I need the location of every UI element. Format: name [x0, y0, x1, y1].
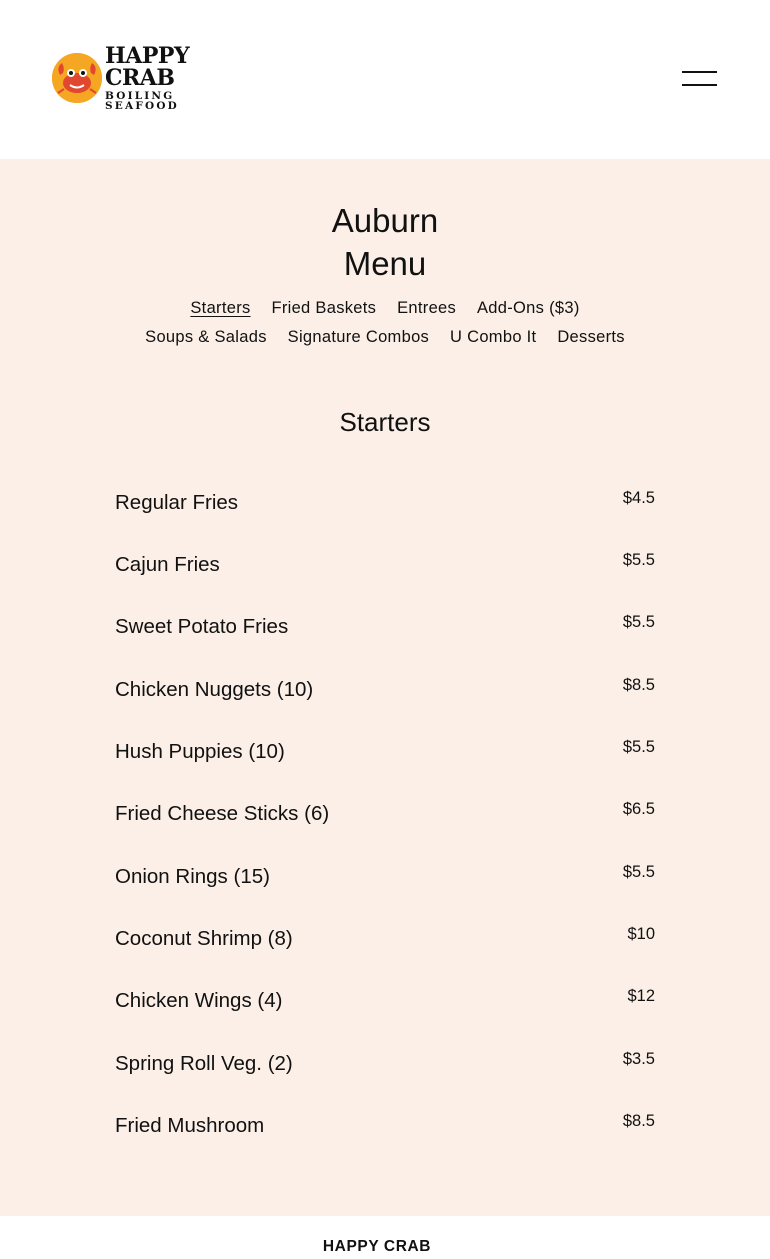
menu-content	[0, 159, 770, 1216]
menu-item-price: $6.5	[622, 800, 655, 818]
page-title-line1: Auburn	[331, 202, 439, 239]
category-link-soups-salads[interactable]: Soups & Salads	[145, 328, 267, 346]
category-link-entrees[interactable]: Entrees	[397, 299, 457, 317]
hamburger-menu-icon[interactable]	[682, 71, 717, 87]
menu-item	[115, 551, 655, 591]
crab-logo-icon	[52, 53, 102, 103]
menu-item	[115, 863, 655, 903]
menu-item	[115, 800, 655, 840]
page-title-line2: Menu	[343, 245, 427, 282]
menu-item-name: Sweet Potato Fries	[115, 615, 289, 638]
menu-item-price: $3.5	[622, 1050, 655, 1068]
menu-item-price: $5.5	[622, 613, 655, 631]
menu-item	[115, 613, 655, 653]
logo[interactable]	[52, 42, 252, 112]
menu-item-price: $5.5	[622, 863, 655, 881]
menu-item	[115, 1112, 655, 1152]
menu-item-price: $5.5	[622, 551, 655, 569]
menu-item-price: $12	[627, 987, 655, 1005]
menu-item	[115, 738, 655, 778]
menu-item-name: Regular Fries	[115, 491, 239, 514]
category-nav-row-1	[0, 299, 770, 318]
category-link-fried-baskets[interactable]: Fried Baskets	[271, 299, 377, 317]
site-footer	[0, 1216, 770, 1259]
footer-brand-name: HAPPY CRAB	[322, 1238, 432, 1255]
menu-item	[115, 1050, 655, 1090]
menu-item-price: $8.5	[622, 1112, 655, 1130]
menu-item-price: $4.5	[622, 489, 655, 507]
category-link-u-combo-it[interactable]: U Combo It	[450, 328, 537, 346]
menu-item-name: Hush Puppies (10)	[115, 740, 285, 763]
category-link-desserts[interactable]: Desserts	[557, 328, 625, 346]
brand-name: HAPPY CRAB	[105, 42, 190, 91]
category-link-add-ons[interactable]: Add-Ons ($3)	[476, 299, 580, 317]
hamburger-line	[682, 84, 717, 86]
menu-item	[115, 925, 655, 965]
menu-item-name: Chicken Nuggets (10)	[115, 678, 314, 701]
menu-item	[115, 489, 655, 529]
menu-item-price: $8.5	[622, 676, 655, 694]
site-header	[0, 0, 770, 159]
menu-item-name: Coconut Shrimp (8)	[115, 927, 293, 950]
menu-item	[115, 676, 655, 716]
brand-tagline: BOILING SEAFOOD	[105, 89, 179, 112]
category-nav-row-2	[0, 328, 770, 347]
section-title: Starters	[339, 407, 431, 437]
logo-text	[105, 42, 252, 112]
hamburger-line	[682, 71, 717, 73]
category-link-starters[interactable]: Starters	[190, 299, 251, 317]
menu-item-name: Spring Roll Veg. (2)	[115, 1052, 293, 1075]
menu-item	[115, 987, 655, 1027]
menu-item-name: Fried Cheese Sticks (6)	[115, 802, 330, 825]
menu-item-name: Chicken Wings (4)	[115, 989, 283, 1012]
category-link-signature-combos[interactable]: Signature Combos	[287, 328, 430, 346]
menu-item-name: Cajun Fries	[115, 553, 220, 576]
menu-item-price: $5.5	[622, 738, 655, 756]
menu-item-name: Onion Rings (15)	[115, 865, 270, 888]
page-title	[0, 199, 770, 285]
menu-item-price: $10	[627, 925, 655, 943]
menu-item-name: Fried Mushroom	[115, 1114, 265, 1137]
